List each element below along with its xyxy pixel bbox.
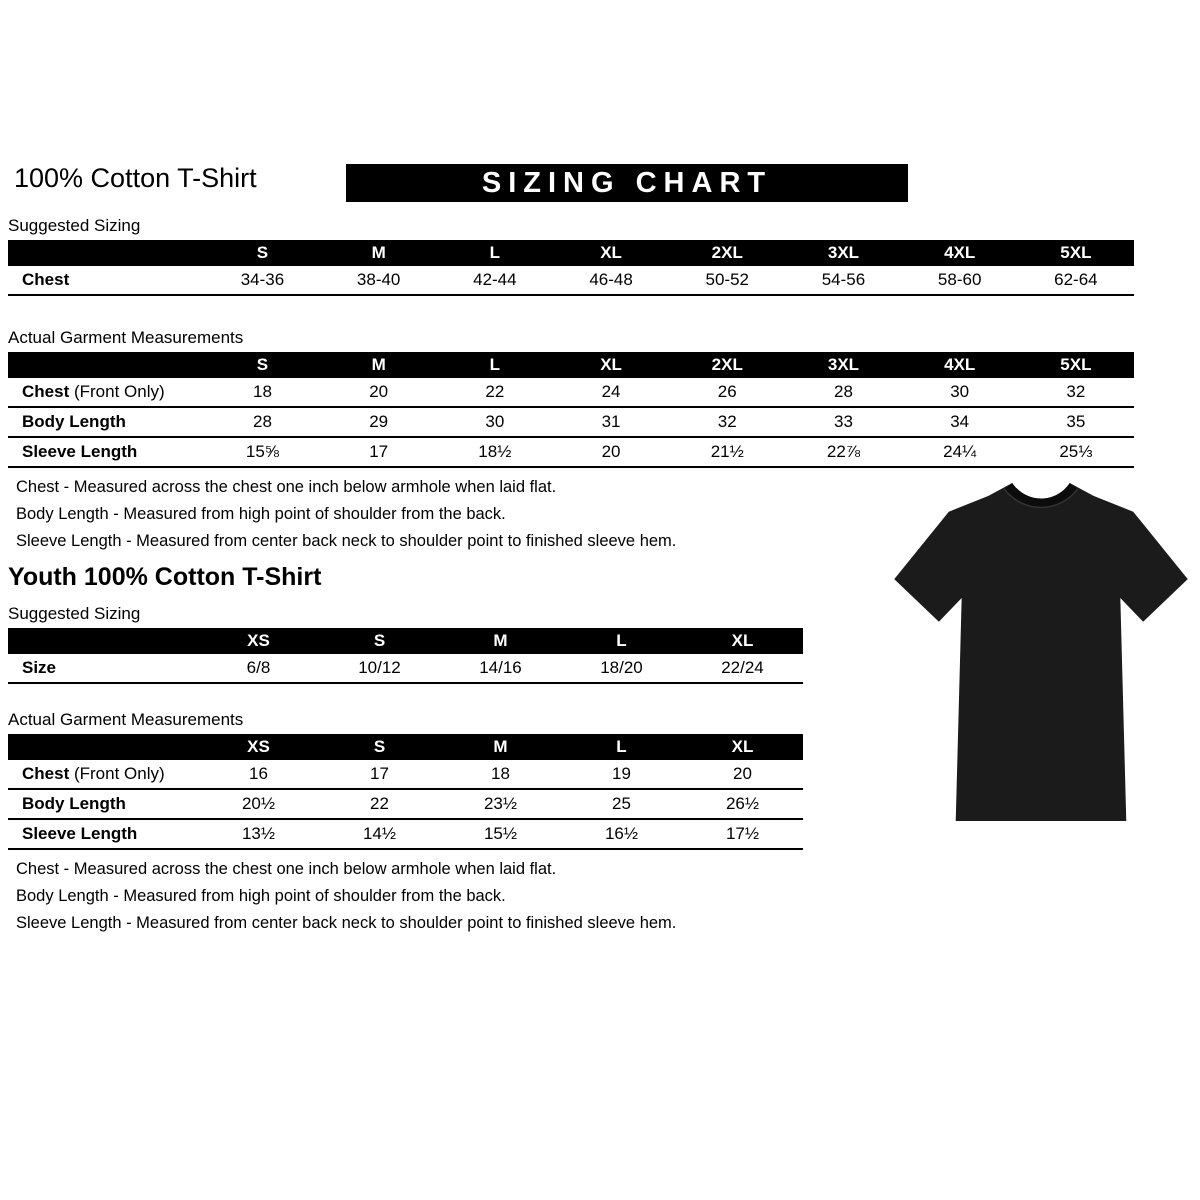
measurement-cell: 17½: [682, 819, 803, 849]
measurement-cell: 16½: [561, 819, 682, 849]
note-line: Chest - Measured across the chest one inch below armhole when laid flat.: [16, 478, 557, 496]
measurement-cell: 20: [321, 378, 437, 407]
measurement-cell: 54-56: [785, 266, 901, 295]
measurement-cell: 46-48: [553, 266, 669, 295]
size-column-header: M: [440, 628, 561, 654]
measurement-cell: 23½: [440, 789, 561, 819]
measurement-cell: 32: [1018, 378, 1134, 407]
measurement-cell: 38-40: [321, 266, 437, 295]
youth-notes: [8, 860, 1148, 933]
measurement-cell: 15½: [440, 819, 561, 849]
row-label: [8, 819, 198, 849]
size-column-header: 3XL: [785, 352, 901, 378]
row-label: [8, 378, 204, 407]
size-column-header: 3XL: [785, 240, 901, 266]
title-row: [8, 158, 1148, 204]
measurement-cell: 32: [669, 407, 785, 437]
measurement-cell: 35: [1018, 407, 1134, 437]
measurement-cell: 22: [437, 378, 553, 407]
size-column-header: XL: [553, 240, 669, 266]
size-column-header: XL: [682, 628, 803, 654]
measurement-cell: 42-44: [437, 266, 553, 295]
table-row: [8, 437, 1134, 467]
measurement-cell: 20: [553, 437, 669, 467]
size-column-header: XS: [198, 734, 319, 760]
measurement-cell: 28: [785, 378, 901, 407]
measurement-cell: 16: [198, 760, 319, 789]
table-header-row: [8, 628, 803, 654]
header-empty-cell: [8, 628, 198, 654]
youth-actual-label: Actual Garment Measurements: [8, 710, 244, 729]
row-label-suffix: (Front Only): [69, 764, 165, 783]
measurement-cell: 22/24: [682, 654, 803, 683]
header-empty-cell: [8, 240, 204, 266]
row-label-text: Sleeve Length: [22, 442, 138, 461]
size-column-header: M: [440, 734, 561, 760]
measurement-cell: 22⅞: [785, 437, 901, 467]
size-column-header: L: [437, 240, 553, 266]
row-label-text: Chest: [22, 382, 70, 401]
measurement-cell: 33: [785, 407, 901, 437]
size-column-header: 5XL: [1018, 352, 1134, 378]
youth-title: Youth 100% Cotton T-Shirt: [8, 563, 322, 591]
note-line: Body Length - Measured from high point of shoulder from the back.: [16, 505, 506, 523]
measurement-cell: 30: [437, 407, 553, 437]
size-column-header: M: [321, 240, 437, 266]
size-column-header: 2XL: [669, 240, 785, 266]
measurement-cell: 22: [319, 789, 440, 819]
measurement-cell: 34: [902, 407, 1018, 437]
header-empty-cell: [8, 734, 198, 760]
size-column-header: M: [321, 352, 437, 378]
table-row: [8, 407, 1134, 437]
measurement-cell: 30: [902, 378, 1018, 407]
tshirt-graphic: [892, 476, 1190, 828]
measurement-cell: 50-52: [669, 266, 785, 295]
tshirt-image: [892, 476, 1190, 828]
table-row: [8, 266, 1134, 295]
row-label: [8, 407, 204, 437]
size-column-header: 5XL: [1018, 240, 1134, 266]
note-line: Sleeve Length - Measured from center back neck to shoulder point to finished sleeve hem.: [16, 532, 677, 550]
measurement-cell: 31: [553, 407, 669, 437]
size-column-header: L: [561, 628, 682, 654]
table-row: [8, 789, 803, 819]
size-column-header: XS: [198, 628, 319, 654]
row-label-text: Size: [22, 658, 57, 677]
row-label: [8, 266, 204, 295]
tshirt-body: [894, 483, 1187, 821]
table-row: [8, 760, 803, 789]
measurement-cell: 18/20: [561, 654, 682, 683]
measurement-cell: 14/16: [440, 654, 561, 683]
measurement-cell: 21½: [669, 437, 785, 467]
adult-actual-label: Actual Garment Measurements: [8, 328, 244, 347]
size-column-header: S: [319, 734, 440, 760]
measurement-cell: 58-60: [902, 266, 1018, 295]
row-label-suffix: (Front Only): [69, 382, 165, 401]
measurement-cell: 26½: [682, 789, 803, 819]
row-label-text: Chest: [22, 764, 70, 783]
table-row: [8, 819, 803, 849]
size-column-header: L: [437, 352, 553, 378]
measurement-cell: 18: [204, 378, 320, 407]
measurement-cell: 26: [669, 378, 785, 407]
header-empty-cell: [8, 352, 204, 378]
table-header-row: [8, 734, 803, 760]
row-label: [8, 760, 198, 789]
size-column-header: L: [561, 734, 682, 760]
measurement-cell: 28: [204, 407, 320, 437]
measurement-cell: 6/8: [198, 654, 319, 683]
measurement-cell: 18½: [437, 437, 553, 467]
measurement-cell: 17: [319, 760, 440, 789]
row-label-text: Sleeve Length: [22, 824, 138, 843]
measurement-cell: 24¼: [902, 437, 1018, 467]
measurement-cell: 34-36: [204, 266, 320, 295]
adult-suggested-label: Suggested Sizing: [8, 216, 141, 235]
measurement-cell: 17: [321, 437, 437, 467]
adult-actual-table: [8, 352, 1134, 468]
row-label: [8, 654, 198, 683]
table-header-row: [8, 352, 1134, 378]
measurement-cell: 13½: [198, 819, 319, 849]
row-label-text: Body Length: [22, 412, 126, 431]
row-label-text: Chest: [22, 270, 70, 289]
page-title: 100% Cotton T-Shirt: [14, 163, 257, 193]
table-header-row: [8, 240, 1134, 266]
row-label-text: Body Length: [22, 794, 126, 813]
size-column-header: XL: [682, 734, 803, 760]
note-line: Body Length - Measured from high point of shoulder from the back.: [16, 887, 506, 905]
size-column-header: 4XL: [902, 240, 1018, 266]
size-column-header: 2XL: [669, 352, 785, 378]
measurement-cell: 25: [561, 789, 682, 819]
measurement-cell: 24: [553, 378, 669, 407]
measurement-cell: 20½: [198, 789, 319, 819]
adult-suggested-table: [8, 240, 1134, 296]
row-label: [8, 789, 198, 819]
measurement-cell: 14½: [319, 819, 440, 849]
row-label: [8, 437, 204, 467]
note-line: Sleeve Length - Measured from center back neck to shoulder point to finished sleeve hem.: [16, 914, 677, 932]
youth-suggested-label: Suggested Sizing: [8, 604, 141, 623]
measurement-cell: 10/12: [319, 654, 440, 683]
table-row: [8, 654, 803, 683]
table-row: [8, 378, 1134, 407]
sizing-chart-banner: SIZING CHART: [346, 164, 908, 202]
size-column-header: XL: [553, 352, 669, 378]
youth-suggested-table: [8, 628, 803, 684]
measurement-cell: 62-64: [1018, 266, 1134, 295]
measurement-cell: 25⅓: [1018, 437, 1134, 467]
youth-actual-table: [8, 734, 803, 850]
size-column-header: S: [319, 628, 440, 654]
measurement-cell: 20: [682, 760, 803, 789]
measurement-cell: 15⅝: [204, 437, 320, 467]
size-column-header: S: [204, 240, 320, 266]
measurement-cell: 18: [440, 760, 561, 789]
measurement-cell: 19: [561, 760, 682, 789]
size-column-header: 4XL: [902, 352, 1018, 378]
measurement-cell: 29: [321, 407, 437, 437]
note-line: Chest - Measured across the chest one inch below armhole when laid flat.: [16, 860, 557, 878]
size-column-header: S: [204, 352, 320, 378]
